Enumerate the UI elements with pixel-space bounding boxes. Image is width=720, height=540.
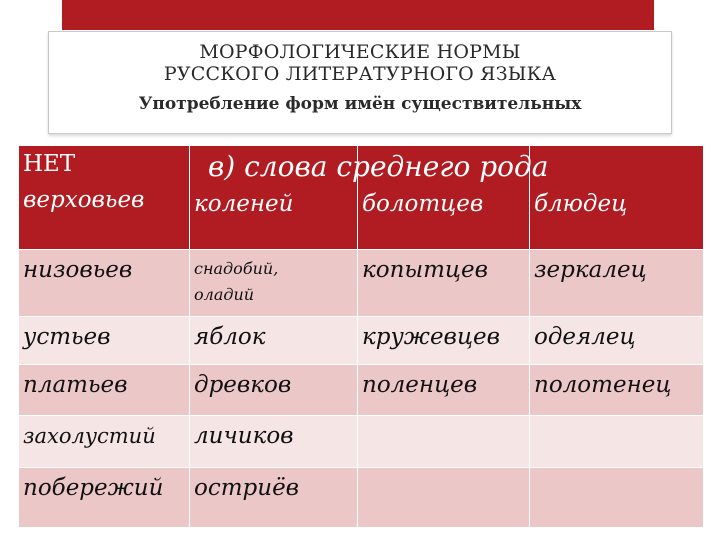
table-cell xyxy=(19,365,190,416)
table-cell xyxy=(530,416,704,468)
table-cell xyxy=(530,317,704,365)
cell-text: полотенец xyxy=(534,372,672,398)
table-cell xyxy=(358,365,530,416)
table-cell xyxy=(190,365,358,416)
header-word: коленей xyxy=(194,191,294,217)
cell-text: устьев xyxy=(23,324,111,350)
header-cell-net xyxy=(19,146,190,250)
header-word: болотцев xyxy=(362,191,484,217)
forms-table xyxy=(18,145,704,528)
header-net-label: НЕТ xyxy=(23,151,76,177)
cell-text: копытцев xyxy=(362,257,488,283)
table-row xyxy=(19,468,704,528)
table-cell xyxy=(190,317,358,365)
table-cell xyxy=(19,416,190,468)
cell-text: кружевцев xyxy=(362,324,500,350)
header-cell xyxy=(530,146,704,250)
table-cell xyxy=(358,317,530,365)
table-cell xyxy=(530,468,704,528)
cell-text: низовьев xyxy=(23,257,133,283)
page-subtitle: Употребление форм имён существительных xyxy=(138,94,582,114)
cell-text: одеялец xyxy=(534,324,636,350)
table-cell xyxy=(530,250,704,317)
header-word: блюдец xyxy=(534,191,628,217)
cell-text: побережий xyxy=(23,475,164,501)
table-cell xyxy=(358,250,530,317)
cell-text: личиков xyxy=(194,423,294,449)
cell-text: зеркалец xyxy=(534,257,647,283)
table-cell xyxy=(530,365,704,416)
table-cell xyxy=(190,468,358,528)
table-cell xyxy=(19,468,190,528)
cell-text: древков xyxy=(194,372,292,398)
table-cell xyxy=(19,250,190,317)
page-title-line-1: МОРФОЛОГИЧЕСКИЕ НОРМЫ xyxy=(199,41,521,63)
table-row xyxy=(19,250,704,317)
table-cell xyxy=(190,250,358,317)
cell-text: поленцев xyxy=(362,372,478,398)
table-row xyxy=(19,317,704,365)
cell-text: захолустий xyxy=(23,424,156,448)
section-title: в) слова среднего рода xyxy=(208,150,549,183)
top-decorative-band xyxy=(62,0,654,30)
table-cell xyxy=(358,416,530,468)
cell-text: остриёв xyxy=(194,475,300,501)
cell-text: платьев xyxy=(23,372,128,398)
table-cell xyxy=(190,416,358,468)
cell-text: снадобий, оладий xyxy=(194,259,279,304)
title-box xyxy=(48,31,672,134)
table-row xyxy=(19,365,704,416)
header-net-word: верховьев xyxy=(23,187,145,213)
table-cell xyxy=(19,317,190,365)
table-cell xyxy=(358,468,530,528)
table-row xyxy=(19,416,704,468)
cell-text: яблок xyxy=(194,324,266,350)
page-title-line-2: РУССКОГО ЛИТЕРАТУРНОГО ЯЗЫКА xyxy=(163,63,557,85)
